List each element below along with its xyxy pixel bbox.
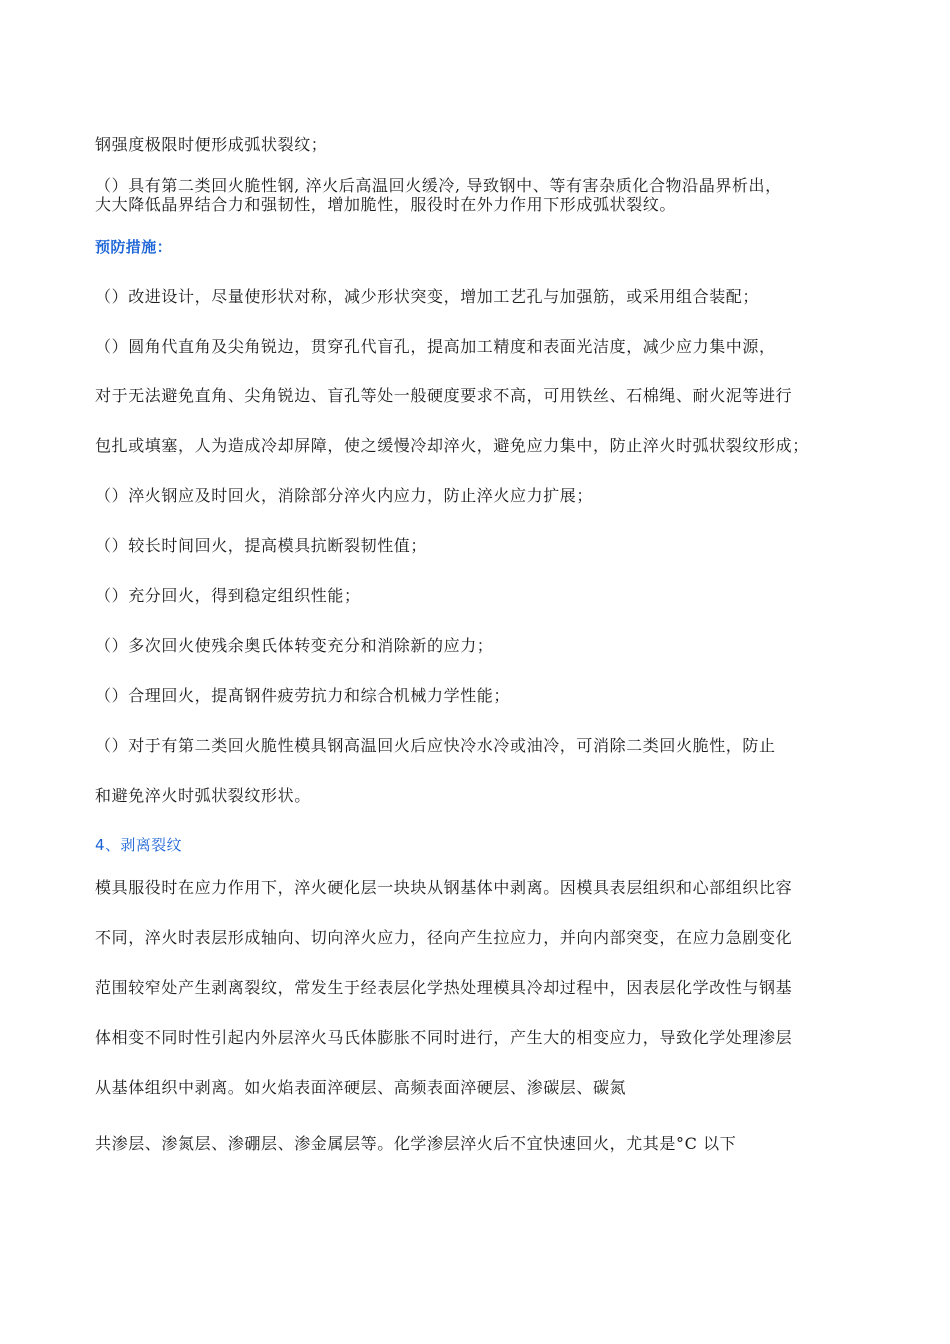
paragraph-line: 模具服役时在应力作用下，淬火硬化层一块块从钢基体中剥离。因模具表层组织和心部组织比容 [95, 878, 793, 897]
list-item: （）淬火钢应及时回火，消除部分淬火内应力，防止淬火应力扩展； [95, 486, 594, 505]
list-item: （）多次回火使残余奥氏体转变充分和消除新的应力； [95, 636, 494, 655]
paragraph-line: 从基体组织中剥离。如火焰表面淬硬层、高频表面淬硬层、渗碳层、碳氮 [95, 1078, 627, 1097]
paragraph-line: （）具有第二类回火脆性钢, 淬火后高温回火缓冷, 导致钢中、等有害杂质化合物沿晶界析出， [95, 176, 782, 195]
paragraph-line: 和避免淬火时弧状裂纹形状。 [95, 786, 311, 805]
paragraph-line: 不同，淬火时表层形成轴向、切向淬火应力，径向产生拉应力，并向内部突变，在应力急剧变化 [95, 928, 793, 947]
paragraph-line: 对于无法避免直角、尖角锐边、盲孔等处一般硬度要求不高，可用铁丝、石棉绳、耐火泥等进行 [95, 386, 793, 405]
section-heading-peeling-crack: 4、剥离裂纹 [95, 836, 182, 854]
paragraph-line: 大大降低晶界结合力和强韧性，增加脆性，服役时在外力作用下形成弧状裂纹。 [95, 195, 677, 214]
list-item: （）改进设计，尽量使形状对称，减少形状突变，增加工艺孔与加强筋，或采用组合装配； [95, 287, 760, 306]
list-item: （）较长时间回火，提高模具抗断裂韧性值； [95, 536, 428, 555]
list-item: （）圆角代直角及尖角锐边，贯穿孔代盲孔，提高加工精度和表面光洁度，减少应力集中源， [95, 337, 776, 356]
list-item: （）对于有第二类回火脆性模具钢高温回火后应快冷水冷或油冷，可消除二类回火脆性，防止 [95, 736, 776, 755]
list-item: （）充分回火，得到稳定组织性能； [95, 586, 361, 605]
paragraph-line: 共渗层、渗氮层、渗硼层、渗金属层等。化学渗层淬火后不宜快速回火，尤其是°C 以下 [95, 1134, 737, 1153]
paragraph-line: 钢强度极限时便形成弧状裂纹； [95, 135, 328, 154]
paragraph-line: 范围较窄处产生剥离裂纹，常发生于经表层化学热处理模具冷却过程中，因表层化学改性与钢基 [95, 978, 793, 997]
paragraph-line: 体相变不同时性引起内外层淬火马氏体膨胀不同时进行，产生大的相变应力，导致化学处理渗层 [95, 1028, 793, 1047]
list-item: （）合理回火，提髙钢件疲劳抗力和综合机械力学性能； [95, 686, 511, 705]
section-heading-prevention: 预防措施： [95, 238, 173, 256]
paragraph-line: 包扎或填塞，人为造成冷却屏障，使之缓慢冷却淬火，避免应力集中，防止淬火时弧状裂纹形成； [95, 436, 809, 455]
